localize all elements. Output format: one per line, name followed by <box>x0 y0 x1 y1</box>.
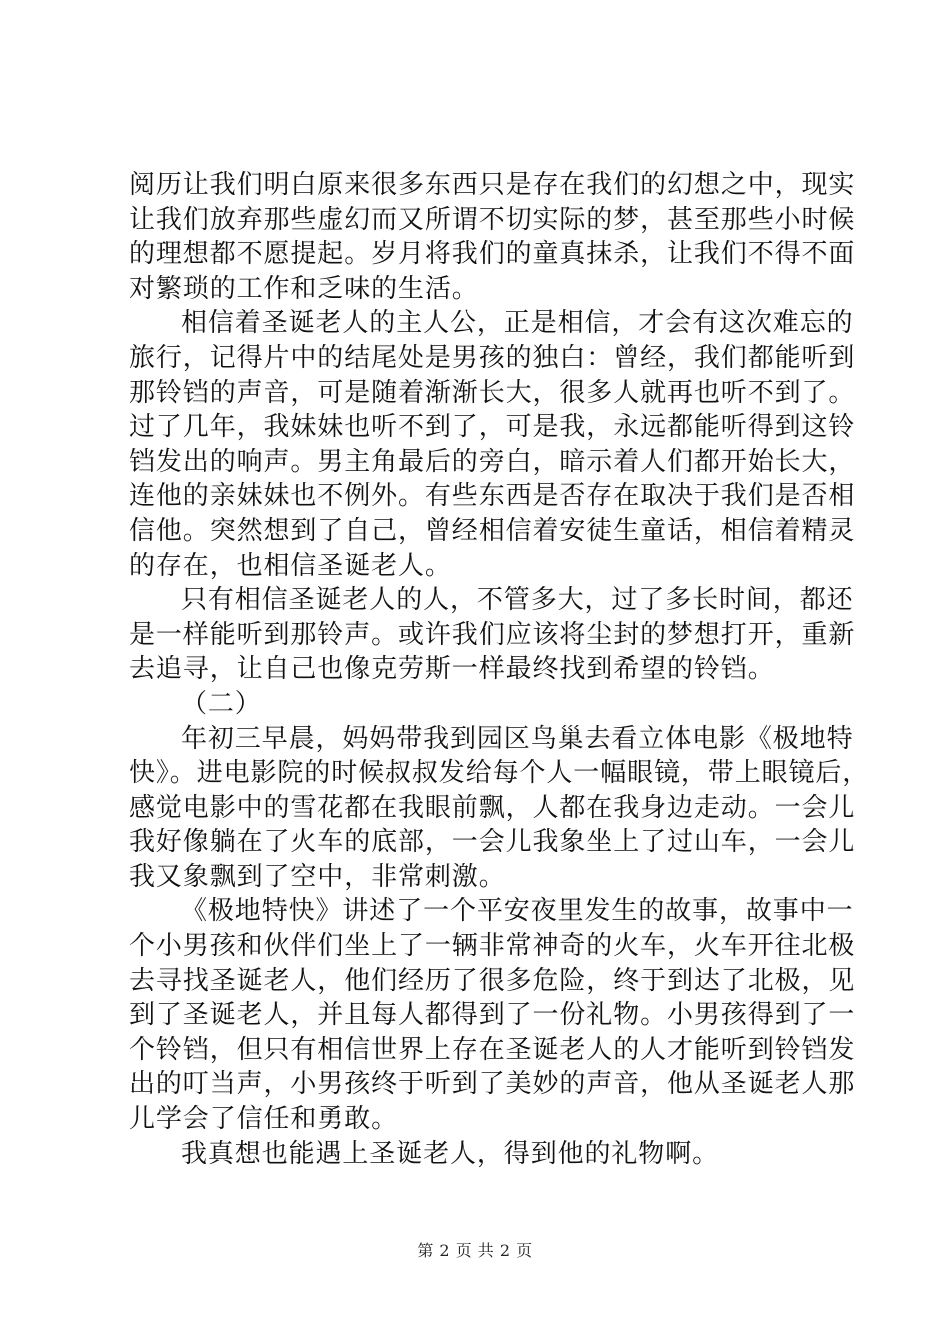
text-line: 那铃铛的声音，可是随着渐渐长大，很多人就再也听不到了。 <box>129 377 856 408</box>
page-footer: 第 2 页 共 2 页 <box>417 1241 533 1260</box>
text-line: 去追寻，让自己也像克劳斯一样最终找到希望的铃铛。 <box>129 654 775 685</box>
text-line: 儿学会了信任和勇敢。 <box>129 1104 399 1135</box>
text-line: 快》。进电影院的时候叔叔发给每个人一幅眼镜，带上眼镜后， <box>129 758 870 789</box>
text-line: 我真想也能遇上圣诞老人，得到他的礼物啊。 <box>181 1138 720 1169</box>
text-line: 年初三早晨，妈妈带我到园区鸟巢去看立体电影《极地特 <box>181 723 854 754</box>
text-line: 的存在，也相信圣诞老人。 <box>129 550 452 581</box>
text-line: 连他的亲妹妹也不例外。有些东西是否存在取决于我们是否相 <box>129 481 856 512</box>
text-line: 过了几年，我妹妹也听不到了，可是我，永远都能听得到这铃 <box>129 412 856 443</box>
text-line: 阅历让我们明白原来很多东西只是存在我们的幻想之中，现实 <box>129 170 856 200</box>
text-line: 个小男孩和伙伴们坐上了一辆非常神奇的火车，火车开往北极 <box>129 931 856 962</box>
text-line: 铛发出的响声。男主角最后的旁白，暗示着人们都开始长大， <box>129 446 856 477</box>
text-line: 感觉电影中的雪花都在我眼前飘，人都在我身边走动。一会儿 <box>129 792 856 823</box>
text-line: 出的叮当声，小男孩终于听到了美妙的声音，他从圣诞老人那 <box>129 1069 856 1100</box>
text-line: 我又象飘到了空中，非常刺激。 <box>129 861 506 892</box>
text-line: 让我们放弃那些虚幻而又所谓不切实际的梦，甚至那些小时候 <box>129 204 856 235</box>
text-line: 的理想都不愿提起。岁月将我们的童真抹杀，让我们不得不面 <box>129 239 856 270</box>
text-line: 个铃铛，但只有相信世界上存在圣诞老人的人才能听到铃铛发 <box>129 1034 856 1065</box>
text-line: 是一样能听到那铃声。或许我们应该将尘封的梦想打开，重新 <box>129 619 856 650</box>
text-line: 相信着圣诞老人的主人公，正是相信，才会有这次难忘的 <box>181 308 854 339</box>
text-line: 我好像躺在了火车的底部，一会儿我象坐上了过山车，一会儿 <box>129 827 856 858</box>
text-line: 到了圣诞老人，并且每人都得到了一份礼物。小男孩得到了一 <box>129 1000 856 1031</box>
document-body <box>129 168 870 1171</box>
text-line: 《极地特快》讲述了一个平安夜里发生的故事，故事中一 <box>181 896 854 927</box>
text-line: 只有相信圣诞老人的人，不管多大，过了多长时间，都还 <box>181 585 854 616</box>
text-line: （二） <box>181 688 262 719</box>
text-line: 去寻找圣诞老人，他们经历了很多危险，终于到达了北极，见 <box>129 965 856 996</box>
text-line: 对繁琐的工作和乏味的生活。 <box>129 273 479 304</box>
text-line: 信他。突然想到了自己，曾经相信着安徒生童话，相信着精灵 <box>129 515 856 546</box>
text-line: 旅行，记得片中的结尾处是男孩的独白：曾经，我们都能听到 <box>129 342 856 373</box>
